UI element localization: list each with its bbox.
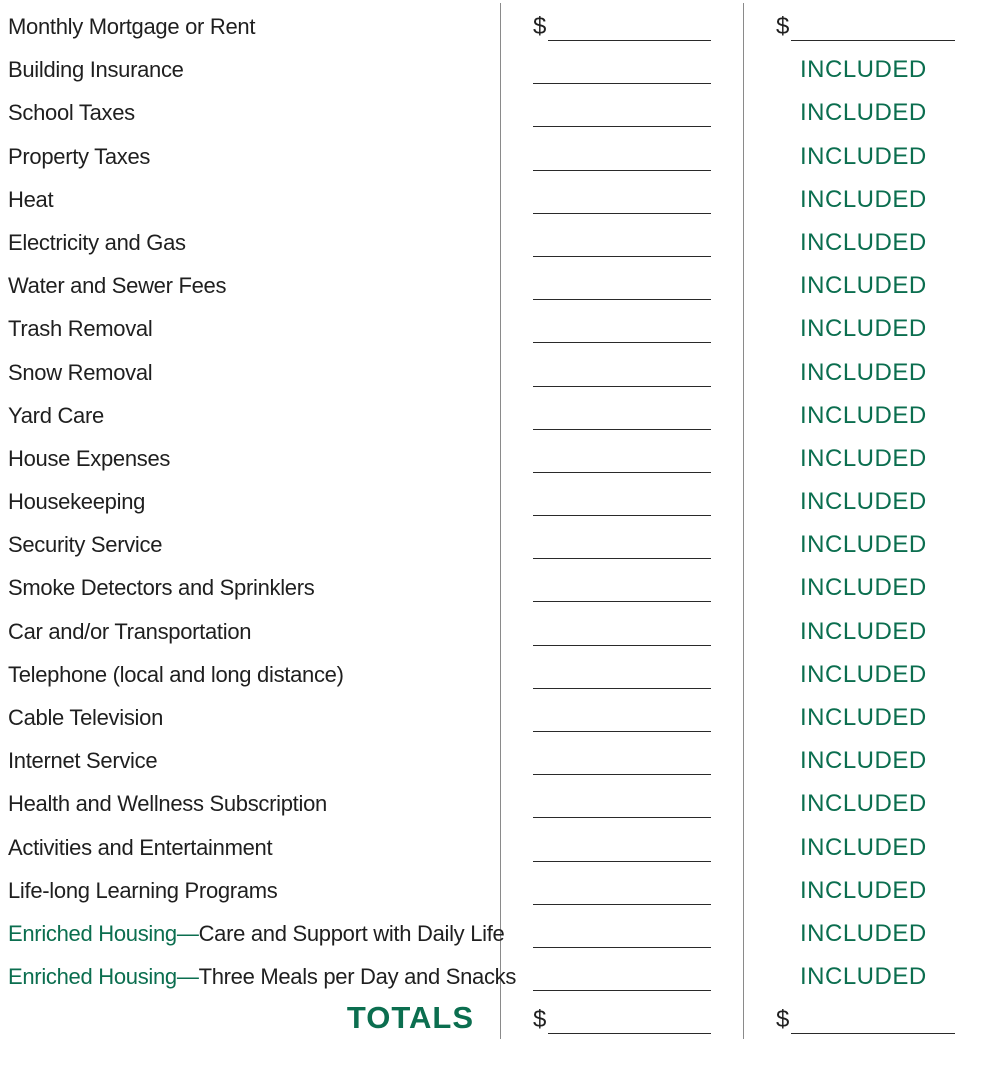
totals-label: TOTALS [346,1000,474,1036]
dollar-sign: $ [533,13,547,40]
row-label-text: Yard Care [8,402,104,428]
row-label-text: Security Service [8,532,163,558]
row-label-accent: Enriched Housing— [8,920,199,946]
row-label [8,57,184,83]
current-cost-blank[interactable] [533,990,711,991]
current-total-blank[interactable] [548,1033,711,1034]
included-label: INCLUDED [800,790,927,818]
included-label: INCLUDED [800,876,927,904]
table-row [0,611,987,654]
row-label-text: Cable Television [8,705,164,730]
row-label-text: Property Taxes [8,143,151,169]
row-label-text: Car and/or Transportation [8,618,252,644]
included-label: INCLUDED [800,142,927,170]
table-row [0,308,987,351]
current-cost-blank[interactable] [533,558,711,559]
row-label [8,403,104,429]
community-cost-blank[interactable] [791,40,955,41]
current-cost-blank[interactable] [533,429,711,430]
table-row [0,913,987,956]
row-label [8,619,251,645]
row-label [8,100,135,126]
table-row [0,870,987,913]
included-label: INCLUDED [800,574,927,602]
current-cost-blank[interactable] [533,472,711,473]
table-row [0,395,987,438]
row-label-text: School Taxes [8,100,135,126]
dollar-sign: $ [776,13,790,40]
community-total-blank[interactable] [791,1033,955,1034]
included-label: INCLUDED [800,660,927,688]
row-label-accent: Enriched Housing— [8,964,199,990]
row-label-text: Electricity and Gas [8,229,186,255]
current-cost-blank[interactable] [533,601,711,602]
table-row [0,265,987,308]
table-row [0,438,987,481]
row-label [8,144,150,170]
row-label [8,662,344,688]
row-label [8,835,272,861]
table-row [0,567,987,610]
table-row [0,956,987,999]
row-label [8,360,152,386]
table-row [0,49,987,92]
current-cost-blank[interactable] [533,731,711,732]
row-label-text: Internet Service [8,748,158,774]
included-label: INCLUDED [800,315,927,343]
row-label-text: Snow Removal [8,359,153,385]
row-label [8,489,145,515]
included-label: INCLUDED [800,401,927,429]
current-cost-blank[interactable] [533,947,711,948]
row-label [8,921,504,947]
table-row [0,524,987,567]
current-cost-blank[interactable] [533,299,711,300]
row-label-text: Health and Wellness Subscription [8,791,327,817]
included-label: INCLUDED [800,617,927,645]
included-label: INCLUDED [800,56,927,84]
current-cost-blank[interactable] [533,213,711,214]
current-cost-blank[interactable] [533,817,711,818]
row-label [8,575,314,601]
current-cost-blank[interactable] [533,645,711,646]
row-label [8,878,278,904]
current-cost-blank[interactable] [533,83,711,84]
current-cost-blank[interactable] [533,515,711,516]
row-label: Monthly Mortgage or Rent [8,14,256,39]
table-row-totals [0,999,987,1042]
included-label: INCLUDED [800,99,927,127]
included-label: INCLUDED [800,531,927,559]
row-label-text: House Expenses [8,445,171,471]
expense-comparison-table [0,6,987,1043]
dollar-sign: $ [533,1006,547,1034]
row-label-text: Activities and Entertainment [8,834,273,860]
row-label [8,964,516,990]
included-label: INCLUDED [800,747,927,775]
row-label-text: Trash Removal [8,316,153,342]
table-row [0,740,987,783]
row-label-text: Three Meals per Day and Snacks [198,964,517,990]
included-label: INCLUDED [800,919,927,947]
row-label-text: Housekeeping [8,489,146,515]
included-label: INCLUDED [800,704,927,731]
row-label-text: Building Insurance [8,57,184,83]
table-row [0,222,987,265]
row-label [8,230,186,256]
table-row [0,697,987,740]
dollar-sign: $ [776,1006,790,1034]
current-cost-blank[interactable] [533,126,711,127]
table-row [0,481,987,524]
table-row [0,783,987,826]
included-label: INCLUDED [800,833,927,861]
table-row [0,136,987,179]
row-label-text: Life-long Learning Programs [8,877,278,903]
included-label: INCLUDED [800,228,927,256]
included-label: INCLUDED [800,358,927,386]
current-cost-blank[interactable] [533,688,711,689]
row-label [8,532,162,558]
row-label-text: Care and Support with Daily Life [198,920,505,946]
table-row [0,654,987,697]
current-cost-blank[interactable] [533,170,711,171]
row-label [8,791,327,817]
row-label [8,273,226,299]
row-label-text: Water and Sewer Fees [8,273,227,299]
current-cost-blank[interactable] [533,256,711,257]
included-label: INCLUDED [800,444,927,472]
current-cost-blank[interactable] [533,342,711,343]
current-cost-blank[interactable] [533,904,711,905]
table-row-mortgage [0,6,987,49]
current-cost-blank[interactable] [533,386,711,387]
row-label [8,187,53,213]
row-label-text: Telephone (local and long distance) [8,661,344,687]
included-label: INCLUDED [800,488,927,516]
row-label [8,446,170,472]
current-cost-blank[interactable] [548,40,711,41]
included-label: INCLUDED [800,185,927,213]
included-label: INCLUDED [800,272,927,300]
row-label [8,748,157,774]
row-label [8,705,163,731]
table-row [0,827,987,870]
row-label-text: Heat [8,186,54,212]
table-row [0,92,987,135]
table-row [0,352,987,395]
current-cost-blank[interactable] [533,774,711,775]
row-label [8,316,152,342]
current-cost-blank[interactable] [533,861,711,862]
included-label: INCLUDED [800,963,927,991]
row-label-text: Smoke Detectors and Sprinklers [8,575,315,601]
table-row [0,179,987,222]
